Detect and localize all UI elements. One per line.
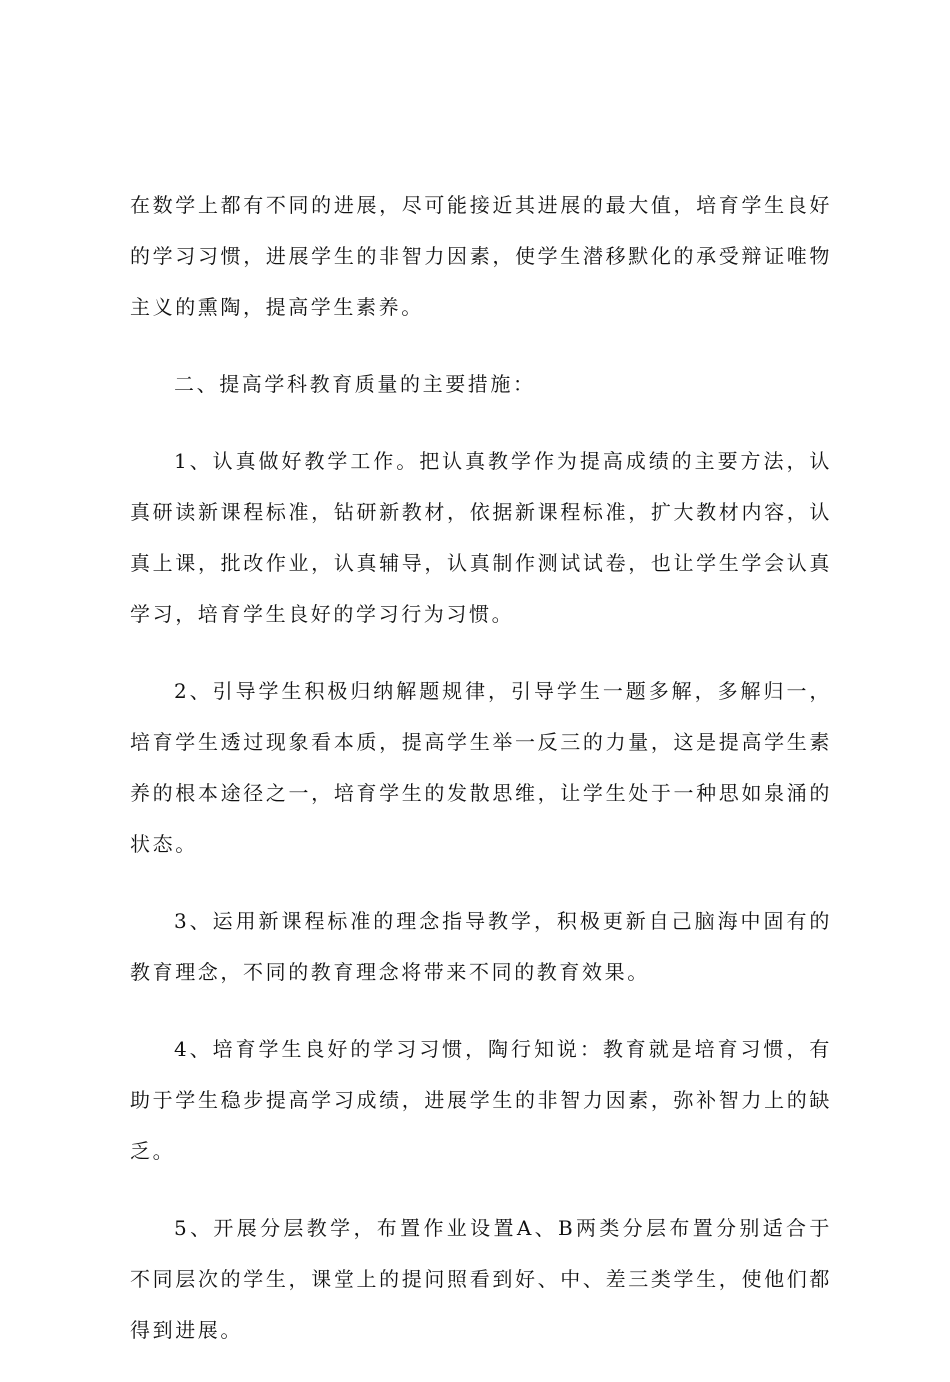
paragraph-measure-3: 3、运用新课程标准的理念指导教学，积极更新自己脑海中固有的教育理念，不同的教育理念将带来不同的教育效果。: [130, 909, 832, 984]
paragraph-measure-2: 2、引导学生积极归纳解题规律，引导学生一题多解，多解归一，培育学生透过现象看本质，提高学生举一反三的力量，这是提高学生素养的根本途径之一，培育学生的发散思维，让学生处于一种思如泉涌的状态。: [130, 679, 832, 856]
paragraph-continuation: 在数学上都有不同的进展，尽可能接近其进展的最大值，培育学生良好的学习习惯，进展学生的非智力因素，使学生潜移默化的承受辩证唯物主义的熏陶，提高学生素养。: [130, 193, 832, 319]
document-body: [130, 180, 832, 1382]
paragraph-measure-1: 1、认真做好教学工作。把认真教学作为提高成绩的主要方法，认真研读新课程标准，钻研新教材，依据新课程标准，扩大教材内容，认真上课，批改作业，认真辅导，认真制作测试试卷，也让学生学会认真学习，培育学生良好的学习行为习惯。: [130, 449, 832, 626]
paragraph-measure-5: 5、开展分层教学，布置作业设置A、B两类分层布置分别适合于不同层次的学生，课堂上的提问照看到好、中、差三类学生，使他们都得到进展。: [130, 1216, 832, 1342]
section-heading: 二、提高学科教育质量的主要措施：: [174, 372, 536, 396]
paragraph-measure-4: 4、培育学生良好的学习习惯，陶行知说：教育就是培育习惯，有助于学生稳步提高学习成绩，进展学生的非智力因素，弥补智力上的缺乏。: [130, 1037, 832, 1163]
